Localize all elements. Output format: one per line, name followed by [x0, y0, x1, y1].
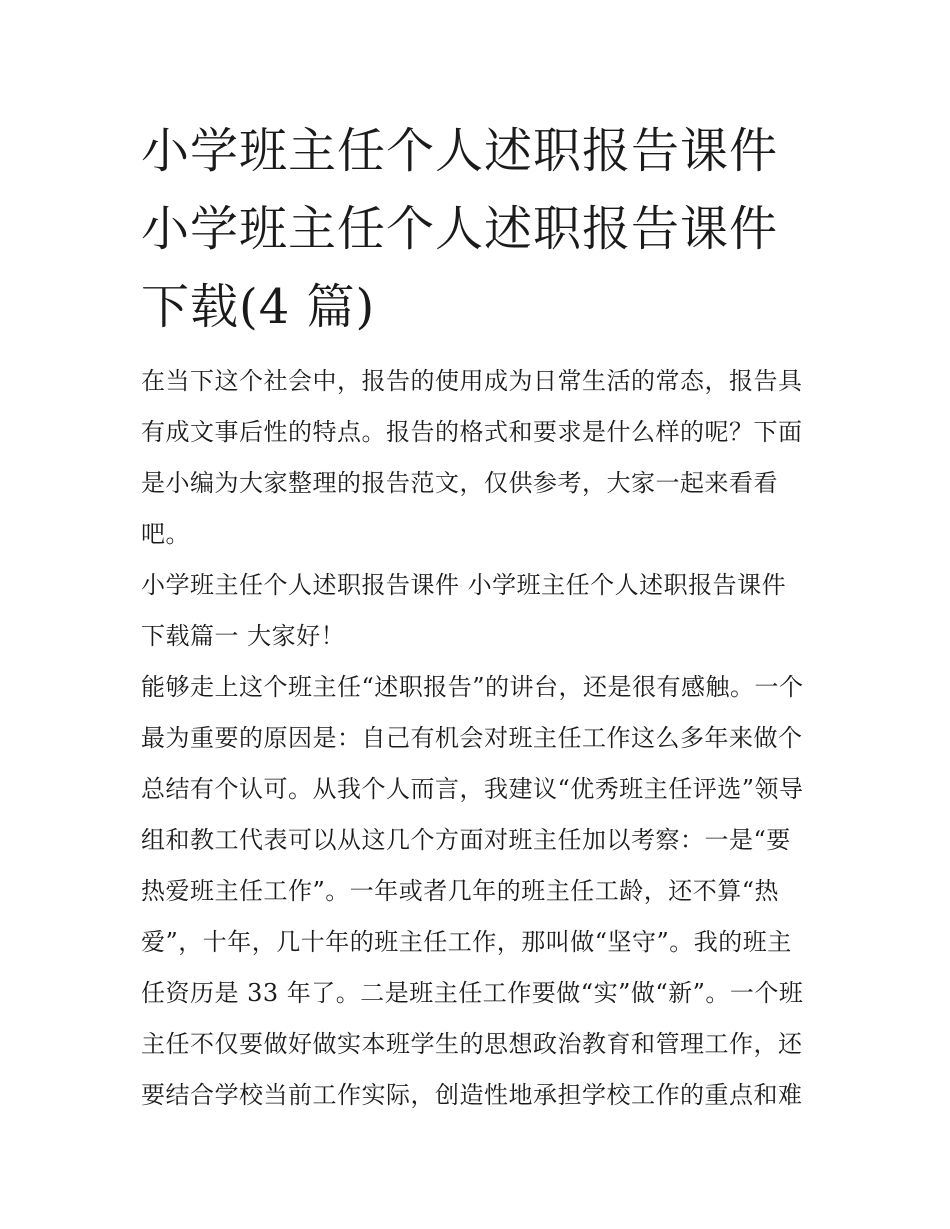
title-line: 小学班主任个人述职报告课件 — [141, 201, 779, 257]
text-line: 爱”，十年，几十年的班主任工作，那叫做“坚守”。我的班主 — [141, 928, 792, 956]
text-line: 组和教工代表可以从这几个方面对班主任加以考察：一是“要 — [141, 826, 791, 854]
text-line: 小学班主任个人述职报告课件 小学班主任个人述职报告课件 — [141, 571, 787, 599]
text-line: 能够走上这个班主任“述职报告”的讲台，还是很有感触。一个 — [141, 673, 804, 701]
text-line: 有成文事后性的特点。报告的格式和要求是什么样的呢？下面 — [141, 418, 803, 446]
text-line: 吧。 — [141, 520, 190, 548]
text-line: 在当下这个社会中，报告的使用成为日常生活的常态，报告具 — [141, 367, 803, 395]
text-line: 要结合学校当前工作实际，创造性地承担学校工作的重点和难 — [141, 1081, 803, 1109]
text-line: 下载篇一 大家好！ — [141, 622, 346, 650]
text-line: 主任不仅要做好做实本班学生的思想政治教育和管理工作，还 — [141, 1030, 803, 1058]
title-line: 小学班主任个人述职报告课件 — [141, 123, 779, 179]
section-heading-paragraph — [141, 560, 831, 662]
body-paragraph — [141, 662, 831, 1121]
document-title — [141, 112, 831, 346]
text-line: 热爱班主任工作”。一年或者几年的班主任工龄，还不算“热 — [141, 877, 780, 905]
document-body — [141, 356, 831, 1121]
text-line: 任资历是 33 年了。二是班主任工作要做“实”做“新”。一个班 — [141, 979, 804, 1007]
text-line: 最为重要的原因是：自己有机会对班主任工作这么多年来做个 — [141, 724, 803, 752]
text-line: 总结有个认可。从我个人而言，我建议“优秀班主任评选”领导 — [141, 775, 804, 803]
title-line: 下载(4 篇) — [141, 279, 376, 335]
text-line: 是小编为大家整理的报告范文，仅供参考，大家一起来看看 — [141, 469, 778, 497]
intro-paragraph — [141, 356, 831, 560]
